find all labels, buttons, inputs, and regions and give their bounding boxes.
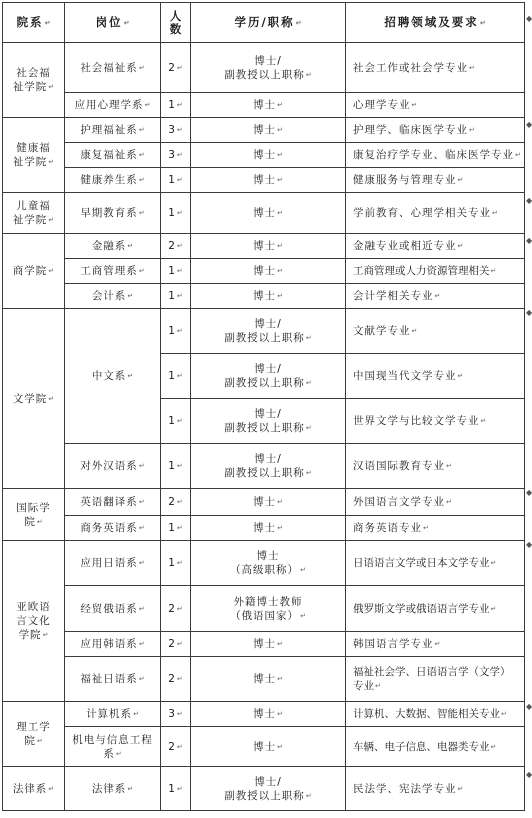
position-cell: 福祉日语系↵ [65, 657, 161, 702]
table-row [3, 93, 525, 118]
count-cell: 2↵ [161, 657, 191, 702]
table-row [3, 118, 525, 143]
dept-cell: 国际学院↵ [3, 489, 65, 541]
requirements-cell: 外国语言文学专业↵ [346, 489, 525, 516]
header-dept: 院系↵ [3, 3, 65, 43]
row-end-mark: ◆ [526, 488, 532, 497]
requirements-cell: 工商管理或人力资源管理相关↵ [346, 259, 525, 284]
degree-cell: 博士↵ [191, 193, 346, 234]
count-cell: 1↵ [161, 399, 191, 444]
count-cell: 2↵ [161, 727, 191, 767]
degree-cell: 博士↵ [191, 234, 346, 259]
row-end-mark: ◆ [526, 702, 532, 711]
requirements-cell: 金融专业或相近专业↵ [346, 234, 525, 259]
position-cell: 商务英语系↵ [65, 516, 161, 541]
dept-cell: 文学院↵ [3, 309, 65, 489]
degree-cell: 博士↵ [191, 259, 346, 284]
count-cell: 1↵ [161, 284, 191, 309]
degree-cell: 博士↵ [191, 118, 346, 143]
table-row [3, 259, 525, 284]
position-cell: 英语翻译系↵ [65, 489, 161, 516]
table-row [3, 234, 525, 259]
dept-cell: 亚欧语言文化学院↵ [3, 541, 65, 702]
row-end-mark: ◆ [526, 120, 532, 129]
count-cell: 1↵ [161, 444, 191, 489]
requirements-cell: 俄罗斯文学或俄语语言学专业↵ [346, 586, 525, 632]
table-row [3, 632, 525, 657]
count-cell: 2↵ [161, 586, 191, 632]
dept-cell: 儿童福祉学院↵ [3, 193, 65, 234]
count-cell: 2↵ [161, 234, 191, 259]
position-cell: 康复福祉系↵ [65, 143, 161, 168]
position-cell: 法律系↵ [65, 767, 161, 811]
requirements-cell: 日语语言文学或日本文学专业↵ [346, 541, 525, 586]
position-cell: 早期教育系↵ [65, 193, 161, 234]
table-row [3, 284, 525, 309]
degree-cell: 博士↵ [191, 93, 346, 118]
requirements-cell: 康复治疗学专业、临床医学专业↵ [346, 143, 525, 168]
position-cell: 社会福祉系↵ [65, 43, 161, 93]
requirements-cell: 会计学相关专业↵ [346, 284, 525, 309]
position-cell: 应用心理学系↵ [65, 93, 161, 118]
row-end-mark: ◆ [526, 770, 532, 779]
table-row [3, 143, 525, 168]
count-cell: 1↵ [161, 354, 191, 399]
degree-cell: 博士↵ [191, 489, 346, 516]
row-end-mark: ◆ [526, 308, 532, 317]
requirements-cell: 社会工作或社会学专业↵ [346, 43, 525, 93]
count-cell: 1↵ [161, 93, 191, 118]
requirements-cell: 心理学专业↵ [346, 93, 525, 118]
header-position: 岗位↵ [65, 3, 161, 43]
count-cell: 1↵ [161, 168, 191, 193]
position-cell: 对外汉语系↵ [65, 444, 161, 489]
requirements-cell: 车辆、电子信息、电器类专业↵ [346, 727, 525, 767]
row-end-mark: ◆ [526, 196, 532, 205]
row-end-mark: ◆ [526, 14, 532, 23]
row-end-mark: ◆ [526, 540, 532, 549]
degree-cell: 博士/ 副教授以上职称↵ [191, 43, 346, 93]
requirements-cell: 福祉社会学、日语语言学（文学） 专业↵ [346, 657, 525, 702]
dept-cell: 健康福祉学院↵ [3, 118, 65, 193]
position-cell: 金融系↵ [65, 234, 161, 259]
degree-cell: 博士↵ [191, 657, 346, 702]
requirements-cell: 世界文学与比较文学专业↵ [346, 399, 525, 444]
requirements-cell: 商务英语专业↵ [346, 516, 525, 541]
count-cell: 2↵ [161, 43, 191, 93]
position-cell: 应用日语系↵ [65, 541, 161, 586]
count-cell: 1↵ [161, 541, 191, 586]
degree-cell: 博士↵ [191, 284, 346, 309]
position-cell: 工商管理系↵ [65, 259, 161, 284]
degree-cell: 博士↵ [191, 727, 346, 767]
degree-cell: 博士/ 副教授以上职称↵ [191, 444, 346, 489]
count-cell: 1↵ [161, 193, 191, 234]
requirements-cell: 民法学、宪法学专业↵ [346, 767, 525, 811]
position-cell: 护理福祉系↵ [65, 118, 161, 143]
requirements-cell: 健康服务与管理专业↵ [346, 168, 525, 193]
table-row [3, 727, 525, 767]
table-row [3, 193, 525, 234]
dept-cell: 商学院↵ [3, 234, 65, 309]
table-row [3, 767, 525, 811]
requirements-cell: 中国现当代文学专业↵ [346, 354, 525, 399]
count-cell: 1↵ [161, 516, 191, 541]
table-row [3, 489, 525, 516]
count-cell: 1↵ [161, 259, 191, 284]
row-end-mark: ◆ [526, 236, 532, 245]
requirements-cell: 韩国语言学专业↵ [346, 632, 525, 657]
degree-cell: 博士↵ [191, 632, 346, 657]
recruitment-table [2, 2, 525, 811]
degree-cell: 博士 （高级职称）↵ [191, 541, 346, 586]
table-row [3, 516, 525, 541]
degree-cell: 博士↵ [191, 168, 346, 193]
degree-cell: 博士↵ [191, 702, 346, 727]
count-cell: 1↵ [161, 309, 191, 354]
dept-cell: 法律系↵ [3, 767, 65, 811]
table-row [3, 168, 525, 193]
count-cell: 2↵ [161, 632, 191, 657]
degree-cell: 博士↵ [191, 143, 346, 168]
header-requirements: 招聘领域及要求↵ [346, 3, 525, 43]
table-row [3, 702, 525, 727]
count-cell: 3↵ [161, 118, 191, 143]
degree-cell: 博士/ 副教授以上职称↵ [191, 354, 346, 399]
table-row [3, 43, 525, 93]
position-cell: 计算机系↵ [65, 702, 161, 727]
degree-cell: 外籍博士教师 （俄语国家）↵ [191, 586, 346, 632]
requirements-cell: 学前教育、心理学相关专业↵ [346, 193, 525, 234]
position-cell: 经贸俄语系↵ [65, 586, 161, 632]
dept-cell: 社会福祉学院↵ [3, 43, 65, 118]
table-row [3, 586, 525, 632]
table-header-row [3, 3, 525, 43]
position-cell: 应用韩语系↵ [65, 632, 161, 657]
position-cell: 中文系↵ [65, 309, 161, 444]
requirements-cell: 汉语国际教育专业↵ [346, 444, 525, 489]
count-cell: 1↵ [161, 767, 191, 811]
table-row [3, 657, 525, 702]
count-cell: 2↵ [161, 489, 191, 516]
requirements-cell: 护理学、临床医学专业↵ [346, 118, 525, 143]
position-cell: 会计系↵ [65, 284, 161, 309]
count-cell: 3↵ [161, 702, 191, 727]
header-degree: 学历/职称↵ [191, 3, 346, 43]
table-row [3, 541, 525, 586]
degree-cell: 博士/ 副教授以上职称↵ [191, 399, 346, 444]
dept-cell: 理工学院↵ [3, 702, 65, 767]
degree-cell: 博士↵ [191, 516, 346, 541]
count-cell: 3↵ [161, 143, 191, 168]
degree-cell: 博士/ 副教授以上职称↵ [191, 309, 346, 354]
requirements-cell: 文献学专业↵ [346, 309, 525, 354]
table-row [3, 309, 525, 354]
table-row [3, 444, 525, 489]
degree-cell: 博士/ 副教授以上职称↵ [191, 767, 346, 811]
requirements-cell: 计算机、大数据、智能相关专业↵ [346, 702, 525, 727]
header-count: 人数 [161, 3, 191, 43]
position-cell: 健康养生系↵ [65, 168, 161, 193]
position-cell: 机电与信息工程系↵ [65, 727, 161, 767]
